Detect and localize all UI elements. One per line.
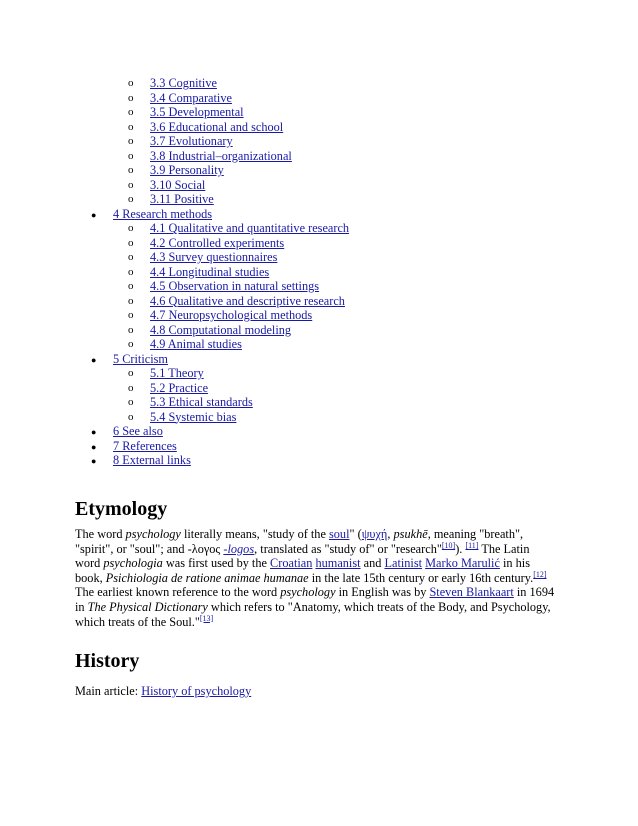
toc-link[interactable]: 3.11 Positive [150, 192, 214, 206]
toc-subitem[interactable] [0, 178, 638, 193]
circle-bullet-icon: o [128, 381, 134, 394]
link-history-of-psychology[interactable]: History of psychology [141, 684, 252, 698]
toc-link[interactable]: 4.7 Neuropsychological methods [150, 308, 313, 322]
circle-bullet-icon: o [128, 323, 134, 336]
toc-subitem[interactable] [0, 323, 638, 338]
toc-link[interactable]: 4.6 Qualitative and descriptive research [150, 293, 345, 308]
circle-bullet-icon: o [128, 251, 134, 263]
link-logos[interactable]: -logos [223, 541, 255, 556]
citation-11[interactable]: [11] [465, 540, 479, 550]
toc-group-4-subsections [0, 221, 638, 352]
toc-subitem[interactable] [0, 221, 638, 236]
circle-bullet-icon: o [128, 77, 134, 89]
toc-link[interactable]: 4 Research methods [113, 206, 213, 221]
toc-item-research-methods[interactable] [0, 207, 638, 222]
toc-group-3-subsections [0, 76, 638, 207]
bullet-icon: ● [91, 441, 97, 452]
toc-link[interactable]: 4.8 Computational modeling [150, 322, 292, 337]
link-croatian[interactable]: Croatian [270, 556, 313, 571]
toc-link[interactable]: 5.2 Practice [150, 380, 209, 395]
toc-subitem[interactable] [0, 294, 638, 309]
toc-link[interactable]: 3.5 Developmental [150, 105, 244, 119]
etymology-heading: Etymology [75, 498, 168, 520]
link-soul[interactable]: soul [328, 527, 350, 541]
toc-subitem[interactable] [0, 308, 638, 323]
bullet-icon: ● [91, 427, 97, 437]
toc-link[interactable]: 7 References [113, 438, 177, 453]
circle-bullet-icon: o [128, 280, 134, 292]
circle-bullet-icon: o [128, 193, 134, 205]
toc-group-5-subsections [0, 366, 638, 424]
toc-link[interactable]: 5 Criticism [113, 351, 168, 366]
circle-bullet-icon: o [128, 309, 134, 321]
toc-subitem[interactable] [0, 410, 638, 425]
circle-bullet-icon: o [128, 338, 134, 350]
toc-link[interactable]: 3.3 Cognitive [150, 76, 217, 90]
toc-item-see-also[interactable] [0, 424, 638, 439]
toc-subitem[interactable] [0, 149, 638, 164]
toc-subitem[interactable] [0, 163, 638, 178]
toc-subitem[interactable] [0, 250, 638, 265]
link-humanist[interactable]: humanist [315, 556, 361, 571]
toc-item-references[interactable] [0, 439, 638, 454]
etymology-paragraph [75, 527, 565, 629]
toc-link[interactable]: 6 See also [113, 424, 163, 438]
toc-link[interactable]: 5.4 Systemic bias [150, 409, 237, 424]
toc-subitem[interactable] [0, 192, 638, 207]
table-of-contents [0, 76, 638, 468]
toc-item-external-links[interactable] [0, 453, 638, 468]
toc-subitem[interactable] [0, 91, 638, 106]
text-line: The earliest known reference to the word psychology in English was by Steven Blankaart in 1694 [75, 585, 555, 600]
circle-bullet-icon: o [128, 410, 134, 423]
text-line: which treats of the Soul."[13] [75, 613, 214, 629]
toc-link[interactable]: 4.2 Controlled experiments [150, 235, 285, 250]
toc-link[interactable]: 3.6 Educational and school [150, 119, 284, 134]
toc-link[interactable]: 4.4 Longitudinal studies [150, 264, 270, 279]
circle-bullet-icon: o [128, 222, 134, 234]
link-latinist[interactable]: Latinist [384, 556, 423, 571]
toc-link[interactable]: 3.4 Comparative [150, 90, 232, 105]
toc-subitem[interactable] [0, 236, 638, 251]
circle-bullet-icon: o [128, 236, 134, 249]
bullet-icon: ● [91, 354, 97, 365]
toc-subitem[interactable] [0, 120, 638, 135]
circle-bullet-icon: o [128, 149, 134, 162]
toc-link[interactable]: 8 External links [113, 453, 191, 467]
toc-link[interactable]: 3.9 Personality [150, 163, 224, 177]
citation-12[interactable]: [12] [533, 569, 547, 579]
link-steven-blankaart[interactable]: Steven Blankaart [429, 585, 514, 600]
circle-bullet-icon: o [128, 135, 134, 147]
citation-13[interactable]: [13] [199, 613, 214, 623]
bullet-icon: ● [91, 456, 97, 466]
circle-bullet-icon: o [128, 178, 134, 191]
toc-subitem[interactable] [0, 366, 638, 381]
text-line: The word psychology literally means, "study of the soul" (ψυχή, psukhē, meaning "breath", [75, 527, 524, 541]
circle-bullet-icon: o [128, 106, 134, 118]
toc-subitem[interactable] [0, 395, 638, 410]
circle-bullet-icon: o [128, 294, 134, 307]
link-marko-marulic[interactable]: Marko Marulić [425, 556, 500, 571]
bullet-icon: ● [91, 209, 97, 220]
text-line: book, Psichiologia de ratione animae humanae in the late 15th century or early 16th century.[12] [75, 569, 547, 585]
circle-bullet-icon: o [128, 265, 134, 278]
toc-link[interactable]: 3.10 Social [150, 177, 206, 192]
toc-link[interactable]: 3.8 Industrial–organizational [150, 148, 292, 163]
toc-link[interactable]: 4.9 Animal studies [150, 337, 242, 351]
text-line: "spirit", or "soul"; and -λογος -logos, translated as "study of" or "research"[10]). [11] The Latin [75, 540, 530, 556]
history-heading: History [75, 650, 140, 672]
toc-link[interactable]: 5.3 Ethical standards [150, 395, 253, 409]
toc-subitem[interactable] [0, 337, 638, 352]
circle-bullet-icon: o [128, 164, 134, 176]
main-article-note: Main article: History of psychology [75, 684, 252, 698]
toc-link[interactable]: 4.1 Qualitative and quantitative research [150, 221, 350, 235]
toc-subitem[interactable] [0, 134, 638, 149]
text-line: in The Physical Dictionary which refers to "Anatomy, which treats of the Body, and Psychology, [75, 599, 551, 614]
toc-item-criticism[interactable] [0, 352, 638, 367]
toc-subitem[interactable] [0, 265, 638, 280]
circle-bullet-icon: o [128, 367, 134, 379]
toc-subitem[interactable] [0, 381, 638, 396]
citation-10[interactable]: [10] [441, 540, 456, 550]
circle-bullet-icon: o [128, 91, 134, 104]
toc-subitem[interactable] [0, 279, 638, 294]
text-line: word psychologia was first used by the Croatian humanist and Latinist Marko Marulić in his [75, 556, 530, 571]
circle-bullet-icon: o [128, 396, 134, 408]
link-psukhe-greek[interactable]: ψυχή [361, 527, 388, 541]
toc-subitem[interactable] [0, 105, 638, 120]
toc-link[interactable]: 5.1 Theory [150, 366, 204, 380]
toc-link[interactable]: 4.5 Observation in natural settings [150, 279, 320, 293]
toc-subitem[interactable] [0, 76, 638, 91]
toc-link[interactable]: 4.3 Survey questionnaires [150, 250, 278, 264]
circle-bullet-icon: o [128, 120, 134, 133]
toc-link[interactable]: 3.7 Evolutionary [150, 134, 233, 148]
